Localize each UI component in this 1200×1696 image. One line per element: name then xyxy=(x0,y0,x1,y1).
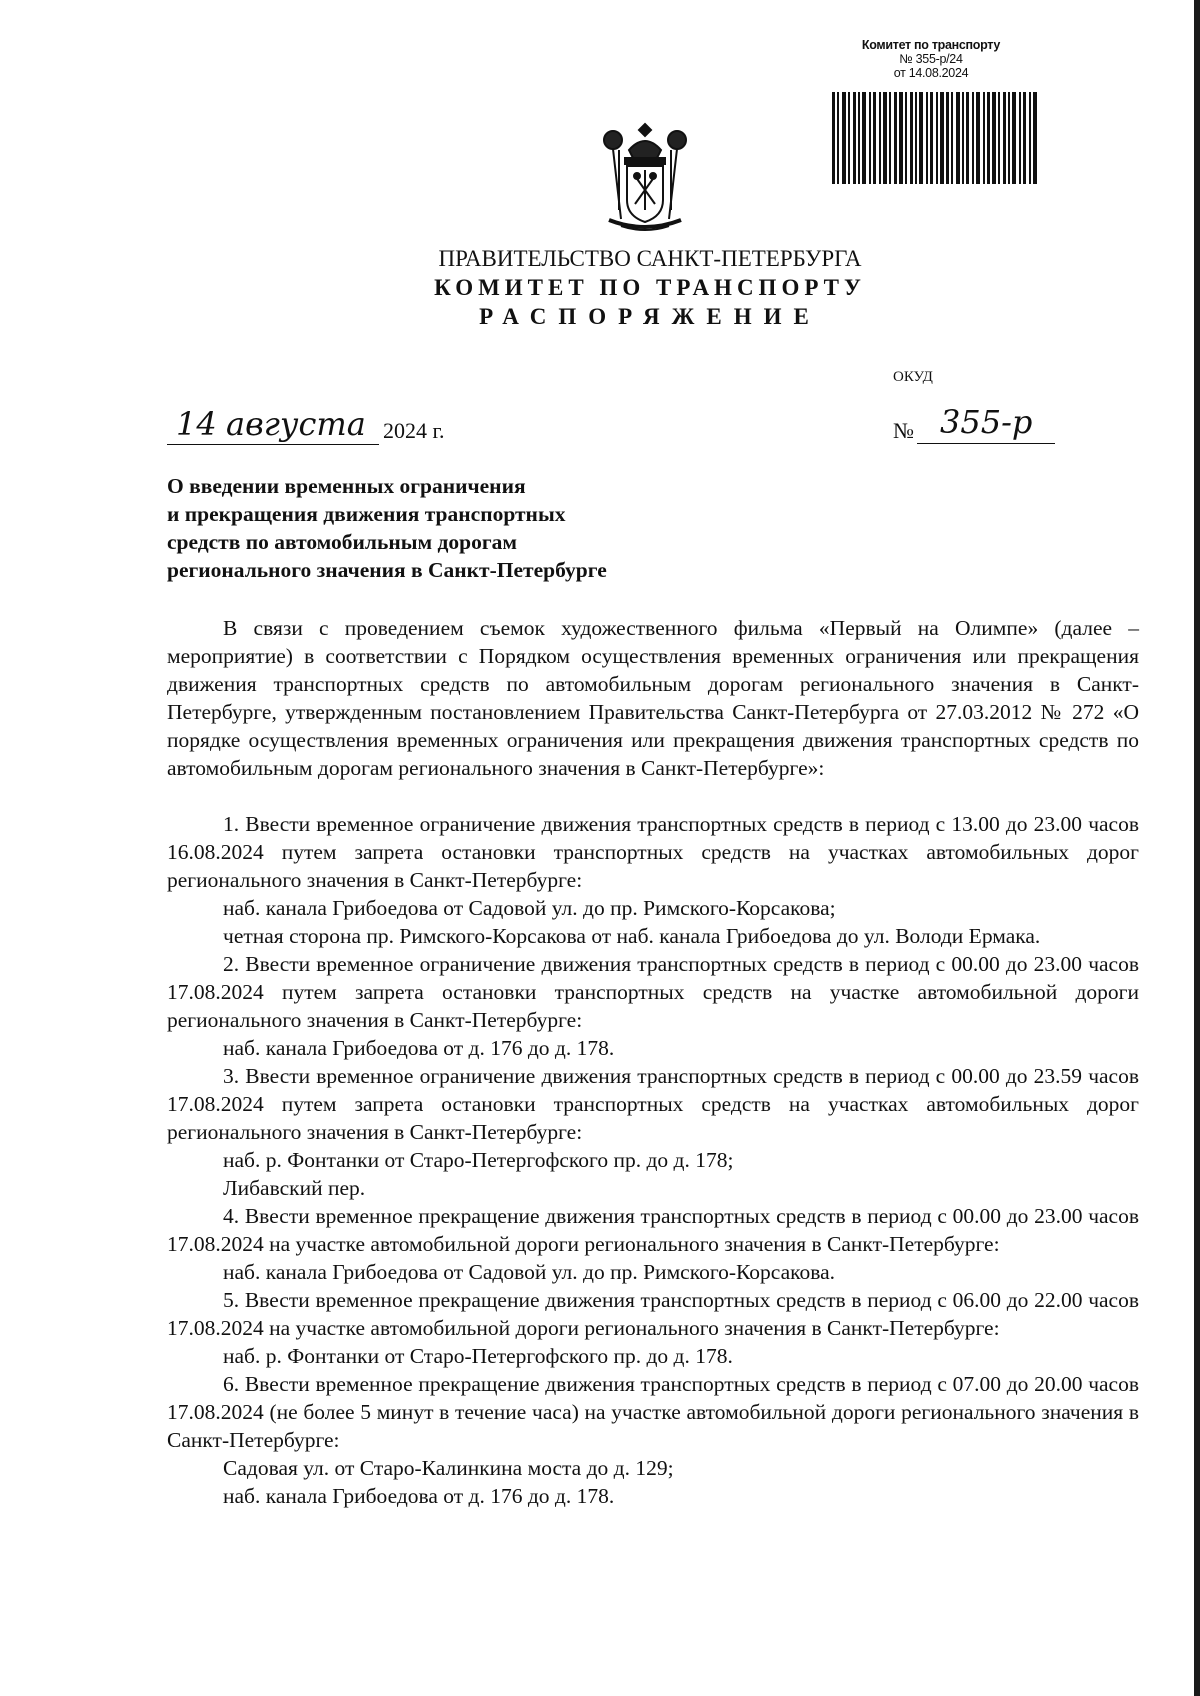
location-line: наб. канала Грибоедова от д. 176 до д. 178. xyxy=(223,1484,615,1508)
order-item-4: 4. Ввести временное прекращение движения транспортных средств в период с 00.00 до 23.00 часов 17.08.2024 на участке автомобильной дороги регионального значения в Санкт-Петербурге: xyxy=(167,1204,1139,1256)
title-line: и прекращения движения транспортных xyxy=(167,502,566,526)
title-line: средств по автомобильным дорогам xyxy=(167,530,518,554)
stamp-line-1: Комитет по транспорту xyxy=(861,38,1001,52)
location-line: четная сторона пр. Римского-Корсакова от наб. канала Грибоедова до ул. Володи Ермака. xyxy=(223,924,1041,948)
committee-name: КОМИТЕТ ПО ТРАНСПОРТУ xyxy=(434,275,866,300)
location-line: наб. канала Грибоедова от д. 176 до д. 178. xyxy=(223,1036,615,1060)
order-item-3: 3. Ввести временное ограничение движения транспортных средств в период с 00.00 до 23.59 часов 17.08.2024 путем запрета остановки транспортных средств на участках автомобильных дорог регионального значения в Санкт-Петербурге: xyxy=(167,1064,1139,1144)
order-item-6: 6. Ввести временное прекращение движения транспортных средств в период с 07.00 до 20.00 часов 17.08.2024 (не более 5 минут в течение часа) на участке автомобильной дороги регионального значения в Санкт-Петербурге: xyxy=(167,1372,1139,1452)
document-number: 355-р xyxy=(940,403,1033,441)
okud-label: ОКУД xyxy=(893,369,933,385)
barcode-icon xyxy=(832,92,1038,184)
order-item-5: 5. Ввести временное прекращение движения транспортных средств в период с 06.00 до 22.00 часов 17.08.2024 на участке автомобильной дороги регионального значения в Санкт-Петербурге: xyxy=(167,1288,1139,1340)
document-type: РАСПОРЯЖЕНИЕ xyxy=(479,304,821,329)
stamp-line-3: от 14.08.2024 xyxy=(893,66,969,80)
government-name: ПРАВИТЕЛЬСТВО САНКТ-ПЕТЕРБУРГА xyxy=(438,246,862,271)
date-day: 14 xyxy=(176,405,217,443)
location-line: наб. р. Фонтанки от Старо-Петергофского пр. до д. 178. xyxy=(223,1344,733,1368)
title-line: регионального значения в Санкт-Петербурге xyxy=(167,558,607,582)
order-item-2: 2. Ввести временное ограничение движения транспортных средств в период с 00.00 до 23.00 часов 17.08.2024 путем запрета остановки транспортных средств на участке автомобильной дороги регионального значения в Санкт-Петербурге: xyxy=(167,952,1139,1032)
document-title xyxy=(167,472,727,584)
location-line: Садовая ул. от Старо-Калинкина моста до д. 129; xyxy=(223,1456,674,1480)
stamp-line-2: № 355-р/24 xyxy=(899,52,963,66)
number-sign: № xyxy=(893,418,914,443)
document-body xyxy=(167,614,1139,1510)
date-month: августа xyxy=(226,405,366,443)
location-line: наб. р. Фонтанки от Старо-Петергофского пр. до д. 178; xyxy=(223,1148,734,1172)
title-line: О введении временных ограничения xyxy=(167,474,526,498)
location-line: наб. канала Грибоедова от Садовой ул. до пр. Римского-Корсакова; xyxy=(223,896,836,920)
registration-stamp xyxy=(826,38,1036,80)
saint-petersburg-coat-of-arms-icon xyxy=(591,120,699,236)
preamble: В связи с проведением съемок художественного фильма «Первый на Олимпе» (далее – мероприятие) в соответствии с Порядком осуществления временных ограничения или прекращения движения транспортных средств по автомобильным дорогам регионального значения в Санкт-Петербурге, утвержденным постановлением Правительства Санкт-Петербурга от 27.03.2012 № 272 «О порядке осуществления временных ограничения или прекращения движения транспортных средств по автомобильным дорогам регионального значения в Санкт-Петербурге»: xyxy=(167,616,1139,780)
order-item-1: 1. Ввести временное ограничение движения транспортных средств в период с 13.00 до 23.00 часов 16.08.2024 путем запрета остановки транспортных средств на участках автомобильных дорог регионального значения в Санкт-Петербурге: xyxy=(167,812,1139,892)
location-line: Либавский пер. xyxy=(223,1176,366,1200)
location-line: наб. канала Грибоедова от Садовой ул. до пр. Римского-Корсакова. xyxy=(223,1260,836,1284)
date-year: 2024 г. xyxy=(383,418,445,443)
